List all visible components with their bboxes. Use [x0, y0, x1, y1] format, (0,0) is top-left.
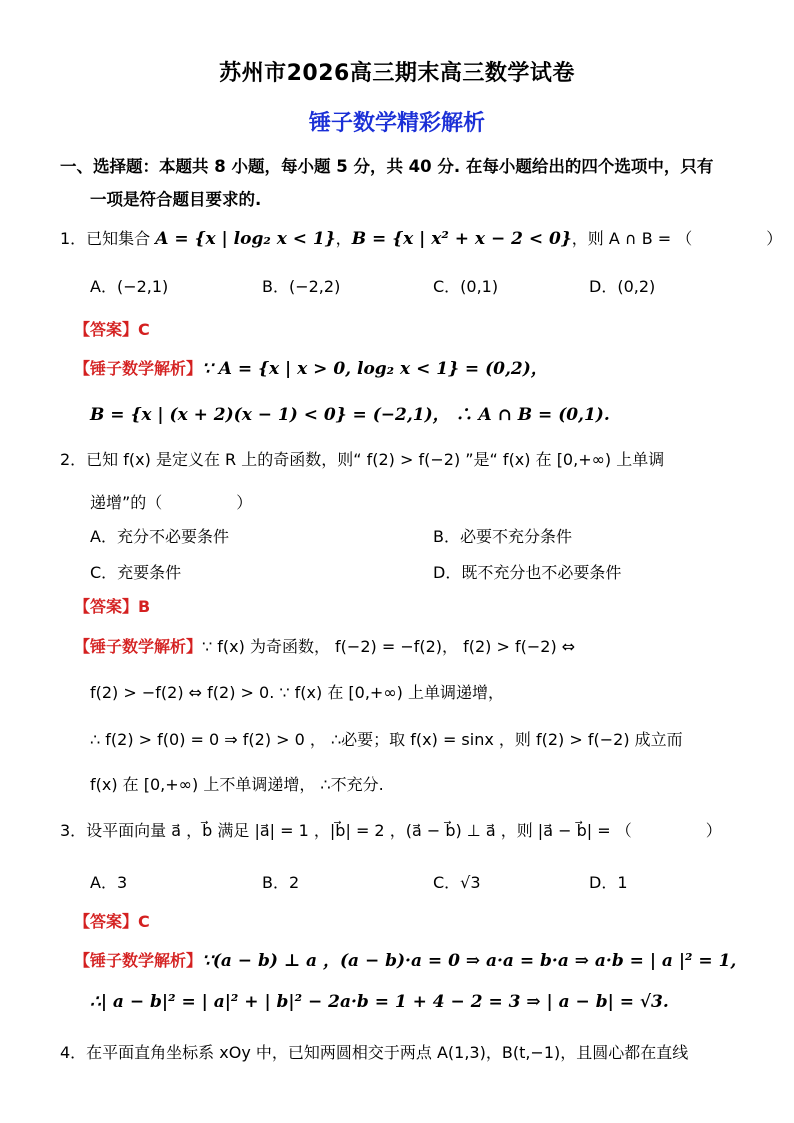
- q1-set-a: A = {x | log₂ x < 1}: [155, 229, 336, 249]
- analysis-tag: 【锤子数学解析】: [74, 359, 203, 378]
- q1-close: ）: [766, 229, 783, 248]
- q1-set-b: B = {x | x² + x − 2 < 0}: [351, 229, 572, 249]
- q3-stem-text: 3．设平面向量 a⃗ ，b⃗ 满足 |a⃗| = 1 ，|b⃗| = 2 ，(a⃗ − b⃗) ⊥ a⃗ ，则 |a⃗ − b⃗| = （: [60, 821, 632, 840]
- q1-stem-pre: 1．已知集合: [60, 229, 156, 248]
- answer-value: B: [138, 597, 151, 616]
- q1-option-d: D．(0,2): [589, 277, 656, 296]
- q1-analysis-line2: B = {x | (x + 2)(x − 1) < 0} = (−2,1)， ∴ A ∩ B = (0,1).: [90, 405, 610, 425]
- q2-analysis-line1: ∵ f(x) 为奇函数， f(−2) = −f(2)， f(2) > f(−2) ⇔: [202, 637, 576, 656]
- q3-analysis: [74, 946, 736, 971]
- answer-tag: 【答案】: [74, 912, 139, 931]
- analysis-tag: 【锤子数学解析】: [74, 951, 203, 970]
- q1-option-c: C．(0,1): [433, 277, 499, 296]
- page-title: 苏州市2026高三期末高三数学试卷: [219, 61, 575, 86]
- q1-stem: [60, 226, 782, 249]
- answer-value: C: [138, 320, 150, 339]
- q4-stem: 4．在平面直角坐标系 xOy 中，已知两圆相交于两点 A(1,3)，B(t,−1)，且圆心都在直线: [60, 1043, 689, 1062]
- q2-analysis-line4: f(x) 在 [0,+∞) 上不单调递增， ∴不充分.: [90, 775, 384, 794]
- q1-analysis-line1: ∵ A = {x | x > 0, log₂ x < 1} = (0,2)，: [202, 359, 548, 379]
- q2-option-a: A．充分不必要条件: [90, 527, 229, 546]
- answer-value: C: [138, 912, 150, 931]
- q3-answer: [74, 909, 150, 932]
- q1-option-b: B．(−2,2): [262, 277, 341, 296]
- q2-stem-cont: [90, 490, 252, 513]
- page-subtitle: 锤子数学精彩解析: [308, 111, 485, 136]
- q2-option-d: D．既不充分也不必要条件: [433, 563, 622, 582]
- q3-close: ）: [705, 821, 722, 840]
- q3-option-a: A．3: [90, 873, 128, 892]
- answer-tag: 【答案】: [74, 597, 139, 616]
- section-heading: 一、选择题：本题共 8 小题，每小题 5 分，共 40 分. 在每小题给出的四个选项中，只有: [60, 157, 714, 176]
- q3-stem: [60, 818, 722, 841]
- q1-sep: ，: [335, 229, 352, 248]
- q3-option-b: B．2: [262, 873, 300, 892]
- q3-option-c: C．√3: [433, 873, 481, 892]
- section-heading-cont: 一项是符合题目要求的.: [90, 190, 262, 209]
- q1-option-a: A．(−2,1): [90, 277, 169, 296]
- q1-stem-post: ，则 A ∩ B = （: [571, 229, 693, 248]
- q2-option-c: C．充要条件: [90, 563, 182, 582]
- q2-answer: [74, 594, 150, 617]
- q2-analysis-line2: f(2) > −f(2) ⇔ f(2) > 0. ∵ f(x) 在 [0,+∞) 上单调递增，: [90, 683, 504, 702]
- q2-close: ）: [236, 493, 253, 512]
- q2-option-b: B．必要不充分条件: [433, 527, 572, 546]
- q2-analysis-line3: ∴ f(2) > f(0) = 0 ⇒ f(2) > 0 ， ∴必要；取 f(x) = sinx ，则 f(2) > f(−2) 成立而: [90, 730, 683, 749]
- q2-stem-line2: 递增”的（: [90, 493, 163, 512]
- q2-stem: 2．已知 f(x) 是定义在 R 上的奇函数，则“ f(2) > f(−2) ”是“ f(x) 在 [0,+∞) 上单调: [60, 450, 665, 469]
- q3-analysis-line2: ∴| a − b|² = | a|² + | b|² − 2a·b = 1 + 4 − 2 = 3 ⇒ | a − b| = √3.: [90, 992, 669, 1012]
- q3-analysis-line1: ∵(a − b) ⊥ a ，(a − b)·a = 0 ⇒ a·a = b·a ⇒ a·b = | a |² = 1,: [202, 951, 737, 971]
- answer-tag: 【答案】: [74, 320, 139, 339]
- q2-analysis: [74, 634, 575, 657]
- q3-option-d: D．1: [589, 873, 628, 892]
- q1-answer: [74, 317, 150, 340]
- analysis-tag: 【锤子数学解析】: [74, 637, 203, 656]
- q1-analysis: [74, 354, 548, 379]
